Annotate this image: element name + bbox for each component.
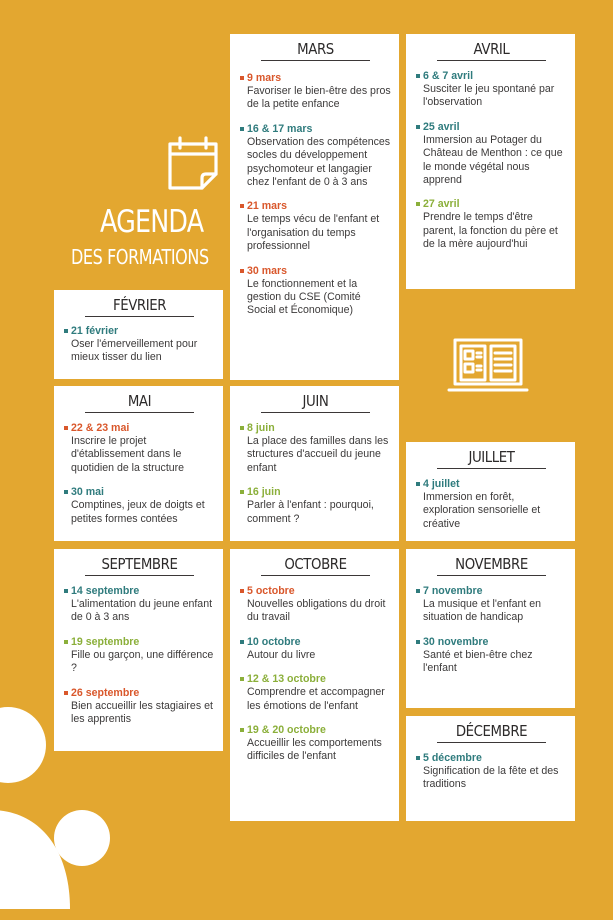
month-title: SEPTEMBRE <box>101 555 178 573</box>
month-title: DÉCEMBRE <box>455 722 528 740</box>
laptop-book-icon <box>447 334 529 400</box>
event: 30 mai Comptines, jeux de doigts et petites formes contées <box>64 486 215 526</box>
event: 6 & 7 avril Susciter le jeu spontané par l'observation <box>416 70 567 110</box>
divider <box>85 316 194 317</box>
event: 9 mars Favoriser le bien-être des pros de la petite enfance <box>240 72 391 112</box>
event: 22 & 23 mai Inscrire le projet d'établissement dans le quotidien de la structure <box>64 422 215 475</box>
month-title: MAI <box>127 392 152 410</box>
month-card-fevrier <box>54 290 223 379</box>
divider <box>437 468 546 469</box>
event: 16 & 17 mars Observation des compétences socles du développement psychomoteur et langagier chez l'enfant de 0 à 3 ans <box>240 123 391 190</box>
month-card-mars <box>230 34 399 380</box>
divider <box>85 412 194 413</box>
month-title: JUILLET <box>468 448 515 466</box>
event: 16 juin Parler à l'enfant : pourquoi, comment ? <box>240 486 391 526</box>
event: 30 novembre Santé et bien-être chez l'enfant <box>416 636 567 676</box>
month-title: OCTOBRE <box>284 555 347 573</box>
divider <box>85 575 194 576</box>
month-title: FÉVRIER <box>112 296 167 314</box>
event: 19 septembre Fille ou garçon, une différence ? <box>64 636 215 676</box>
month-card-octobre <box>230 549 399 821</box>
divider <box>261 60 370 61</box>
event: 21 mars Le temps vécu de l'enfant et l'organisation du temps professionnel <box>240 200 391 253</box>
calendar-icon <box>164 134 224 192</box>
agenda-subtitle: DES FORMATIONS <box>71 245 209 269</box>
event: 5 décembre Signification de la fête et des traditions <box>416 752 567 792</box>
agenda-title: AGENDA <box>100 204 204 240</box>
event: 21 février Oser l'émerveillement pour mieux tisser du lien <box>64 325 215 365</box>
event: 12 & 13 octobre Comprendre et accompagner les émotions de l'enfant <box>240 673 391 713</box>
month-card-septembre <box>54 549 223 751</box>
divider <box>437 742 546 743</box>
event: 27 avril Prendre le temps d'être parent, la fonction du père et de la mère aujourd'hui <box>416 198 567 251</box>
month-card-avril <box>406 34 575 289</box>
divider <box>261 575 370 576</box>
month-title: MARS <box>297 40 334 58</box>
month-card-novembre <box>406 549 575 708</box>
divider <box>437 575 546 576</box>
event: 14 septembre L'alimentation du jeune enfant de 0 à 3 ans <box>64 585 215 625</box>
month-card-decembre <box>406 716 575 821</box>
event: 30 mars Le fonctionnement et la gestion du CSE (Comité Social et Économique) <box>240 265 391 318</box>
month-card-juin <box>230 386 399 541</box>
event: 8 juin La place des familles dans les structures d'accueil du jeune enfant <box>240 422 391 475</box>
month-title: NOVEMBRE <box>455 555 528 573</box>
divider <box>261 412 370 413</box>
event: 26 septembre Bien accueillir les stagiaires et les apprentis <box>64 687 215 727</box>
month-card-mai <box>54 386 223 541</box>
event: 4 juillet Immersion en forêt, exploration sensorielle et créative <box>416 478 567 531</box>
month-title: AVRIL <box>473 40 510 58</box>
event: 10 octobre Autour du livre <box>240 636 391 662</box>
event: 5 octobre Nouvelles obligations du droit du travail <box>240 585 391 625</box>
event: 25 avril Immersion au Potager du Château de Menthon : ce que le monde végétal nous apprend <box>416 121 567 188</box>
month-title: JUIN <box>302 392 329 410</box>
divider <box>437 60 546 61</box>
month-card-juillet <box>406 442 575 541</box>
event: 19 & 20 octobre Accueillir les comportements difficiles de l'enfant <box>240 724 391 764</box>
event: 7 novembre La musique et l'enfant en situation de handicap <box>416 585 567 625</box>
